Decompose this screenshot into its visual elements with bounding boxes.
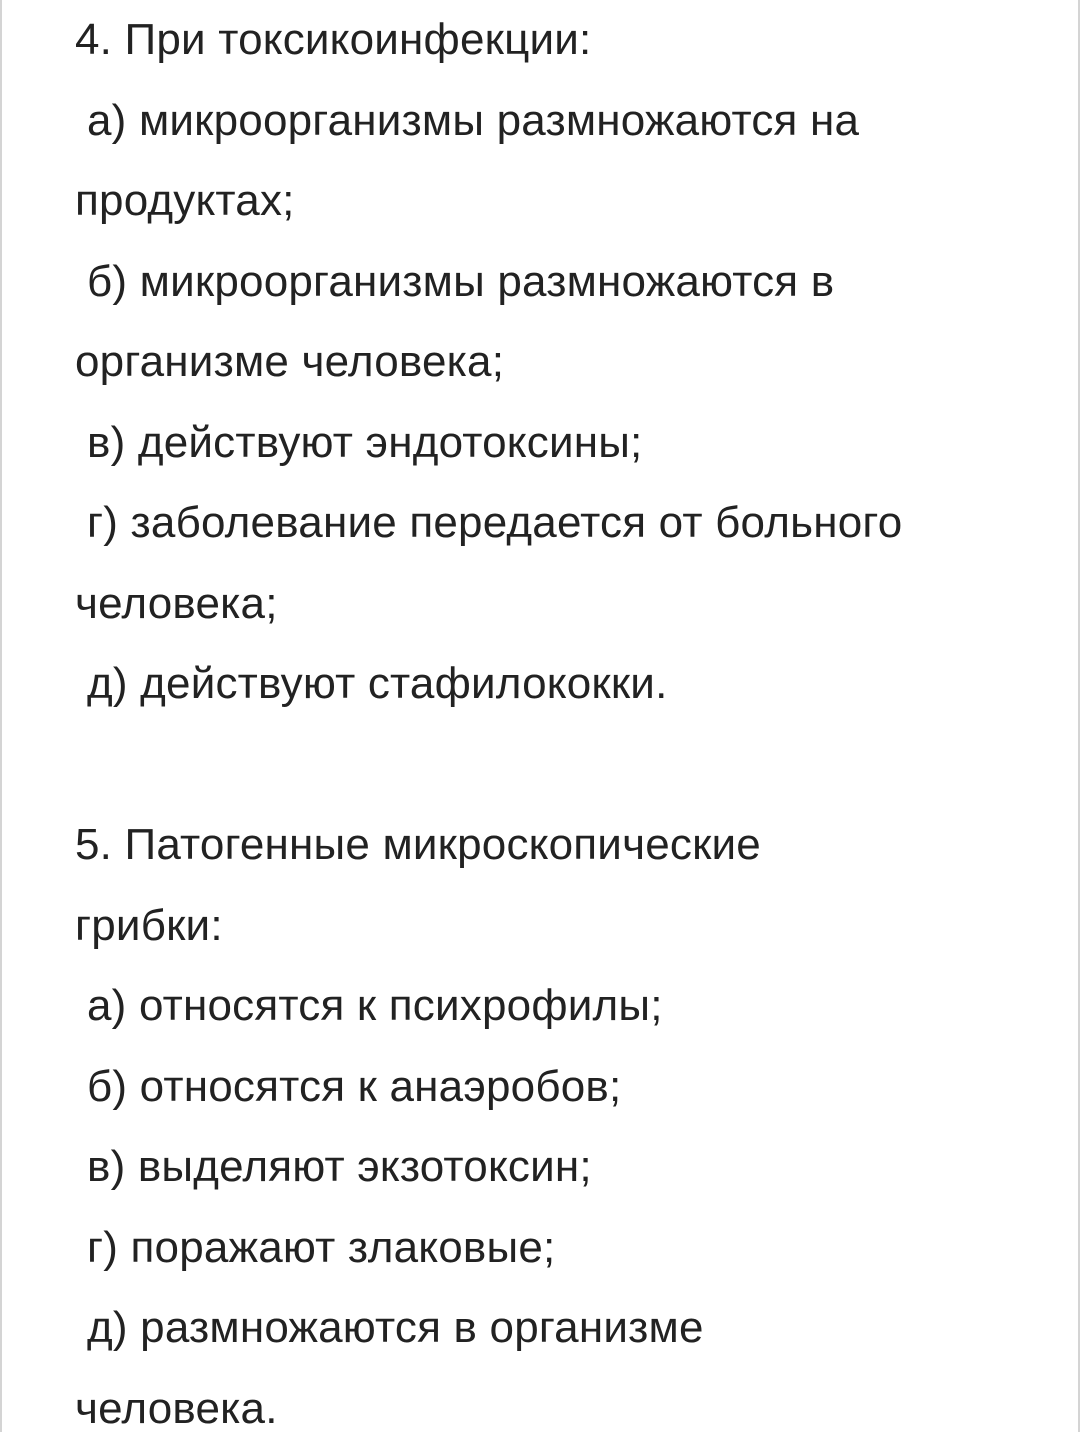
question-5-option-v: в) выделяют экзотоксин; — [87, 1142, 592, 1191]
question-5-option-d-continuation: человека. — [75, 1383, 278, 1432]
question-5 — [75, 805, 1065, 1432]
question-5-title-continuation: грибки: — [75, 900, 223, 950]
question-4-option-g: г) заболевание передается от больного — [87, 498, 903, 547]
question-spacer — [75, 725, 1065, 806]
question-4-title: 4. При токсикоинфекции: — [75, 15, 592, 64]
question-5-option-a: а) относятся к психрофилы; — [87, 981, 663, 1030]
question-5-option-d: д) размножаются в организме — [87, 1303, 704, 1352]
question-4-option-b: б) микроорганизмы размножаются в — [87, 256, 835, 306]
question-5-option-g: г) поражают злаковые; — [87, 1222, 556, 1272]
question-4-option-a-continuation: продуктах; — [75, 176, 295, 225]
question-4-option-b-continuation: организме человека; — [75, 337, 505, 386]
question-4-option-a: а) микроорганизмы размножаются на — [87, 95, 860, 145]
question-4-option-v: в) действуют эндотоксины; — [87, 417, 643, 467]
question-4-option-d: д) действуют стафилококки. — [87, 659, 668, 708]
quiz-text — [75, 0, 1065, 1432]
question-5-option-b: б) относятся к анаэробов; — [87, 1061, 622, 1111]
question-4 — [75, 0, 1065, 725]
question-5-title: 5. Патогенные микроскопические — [75, 820, 761, 869]
question-4-option-g-continuation: человека; — [75, 578, 278, 628]
